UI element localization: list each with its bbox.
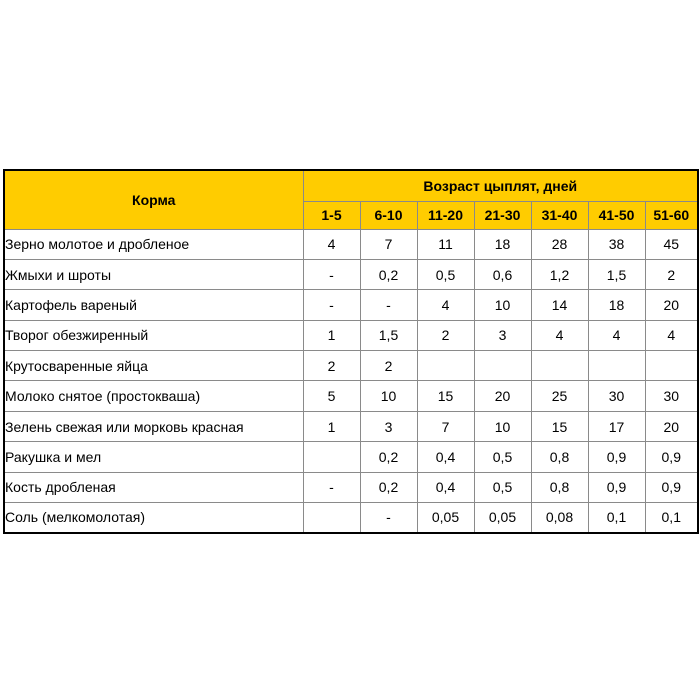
amount-cell: - [303, 259, 360, 289]
amount-cell: 0,8 [531, 442, 588, 472]
amount-cell: 3 [360, 411, 417, 441]
amount-cell: 0,05 [417, 503, 474, 533]
amount-cell: 28 [531, 229, 588, 259]
amount-cell: 2 [303, 351, 360, 381]
table-row [4, 411, 698, 441]
table-row [4, 503, 698, 533]
amount-cell: 20 [645, 411, 698, 441]
age-range-header: 11-20 [417, 201, 474, 229]
amount-cell: 15 [531, 411, 588, 441]
amount-cell: 14 [531, 290, 588, 320]
feed-name-cell: Творог обезжиренный [4, 320, 303, 350]
amount-cell: 4 [531, 320, 588, 350]
amount-cell: - [360, 503, 417, 533]
feed-name-cell: Ракушка и мел [4, 442, 303, 472]
amount-cell: 1,5 [360, 320, 417, 350]
amount-cell: 2 [417, 320, 474, 350]
amount-cell: 3 [474, 320, 531, 350]
amount-cell: 0,8 [531, 472, 588, 502]
header-row [4, 170, 698, 201]
amount-cell: 0,9 [588, 472, 645, 502]
amount-cell: 45 [645, 229, 698, 259]
amount-cell: - [360, 290, 417, 320]
table-row [4, 381, 698, 411]
amount-cell: 30 [588, 381, 645, 411]
amount-cell: 4 [417, 290, 474, 320]
amount-cell: 30 [645, 381, 698, 411]
amount-cell [417, 351, 474, 381]
amount-cell: 0,6 [474, 259, 531, 289]
feed-name-cell: Крутосваренные яйца [4, 351, 303, 381]
amount-cell: 0,2 [360, 472, 417, 502]
age-range-header: 51-60 [645, 201, 698, 229]
age-group-header: Возраст цыплят, дней [303, 170, 698, 201]
amount-cell: 0,1 [645, 503, 698, 533]
amount-cell: 20 [474, 381, 531, 411]
amount-cell: 38 [588, 229, 645, 259]
amount-cell: 11 [417, 229, 474, 259]
amount-cell: 2 [360, 351, 417, 381]
amount-cell: 7 [360, 229, 417, 259]
feed-name-cell: Кость дробленая [4, 472, 303, 502]
feed-name-cell: Зерно молотое и дробленое [4, 229, 303, 259]
table-row [4, 290, 698, 320]
amount-cell: - [303, 290, 360, 320]
amount-cell: 1,5 [588, 259, 645, 289]
feed-name-cell: Молоко снятое (простокваша) [4, 381, 303, 411]
amount-cell: 0,9 [645, 442, 698, 472]
table-row [4, 472, 698, 502]
amount-cell: 10 [474, 411, 531, 441]
amount-cell: 0,08 [531, 503, 588, 533]
table-row [4, 259, 698, 289]
amount-cell: 0,5 [417, 259, 474, 289]
age-range-header: 6-10 [360, 201, 417, 229]
amount-cell: 0,5 [474, 472, 531, 502]
feed-name-cell: Соль (мелкомолотая) [4, 503, 303, 533]
amount-cell: - [303, 472, 360, 502]
amount-cell: 10 [360, 381, 417, 411]
amount-cell: 20 [645, 290, 698, 320]
amount-cell [303, 503, 360, 533]
amount-cell: 0,5 [474, 442, 531, 472]
amount-cell: 4 [588, 320, 645, 350]
amount-cell: 1 [303, 320, 360, 350]
feed-ration-table [3, 169, 699, 534]
amount-cell: 0,9 [588, 442, 645, 472]
amount-cell: 15 [417, 381, 474, 411]
table-row [4, 351, 698, 381]
amount-cell: 25 [531, 381, 588, 411]
feed-column-header: Корма [4, 170, 303, 229]
age-range-header: 41-50 [588, 201, 645, 229]
amount-cell: 10 [474, 290, 531, 320]
feed-name-cell: Картофель вареный [4, 290, 303, 320]
amount-cell: 0,4 [417, 472, 474, 502]
age-range-header: 31-40 [531, 201, 588, 229]
amount-cell: 0,2 [360, 259, 417, 289]
amount-cell: 18 [474, 229, 531, 259]
age-range-header: 21-30 [474, 201, 531, 229]
amount-cell: 1,2 [531, 259, 588, 289]
amount-cell [303, 442, 360, 472]
amount-cell: 1 [303, 411, 360, 441]
amount-cell: 18 [588, 290, 645, 320]
feed-name-cell: Зелень свежая или морковь красная [4, 411, 303, 441]
amount-cell: 4 [645, 320, 698, 350]
amount-cell: 4 [303, 229, 360, 259]
age-range-header: 1-5 [303, 201, 360, 229]
amount-cell [645, 351, 698, 381]
amount-cell [588, 351, 645, 381]
table-row [4, 442, 698, 472]
amount-cell: 0,9 [645, 472, 698, 502]
amount-cell [531, 351, 588, 381]
amount-cell: 0,05 [474, 503, 531, 533]
amount-cell: 7 [417, 411, 474, 441]
table-body [4, 229, 698, 533]
amount-cell: 0,4 [417, 442, 474, 472]
table-row [4, 229, 698, 259]
amount-cell: 0,1 [588, 503, 645, 533]
feed-name-cell: Жмыхи и шроты [4, 259, 303, 289]
amount-cell: 5 [303, 381, 360, 411]
amount-cell [474, 351, 531, 381]
amount-cell: 2 [645, 259, 698, 289]
table-row [4, 320, 698, 350]
amount-cell: 17 [588, 411, 645, 441]
amount-cell: 0,2 [360, 442, 417, 472]
